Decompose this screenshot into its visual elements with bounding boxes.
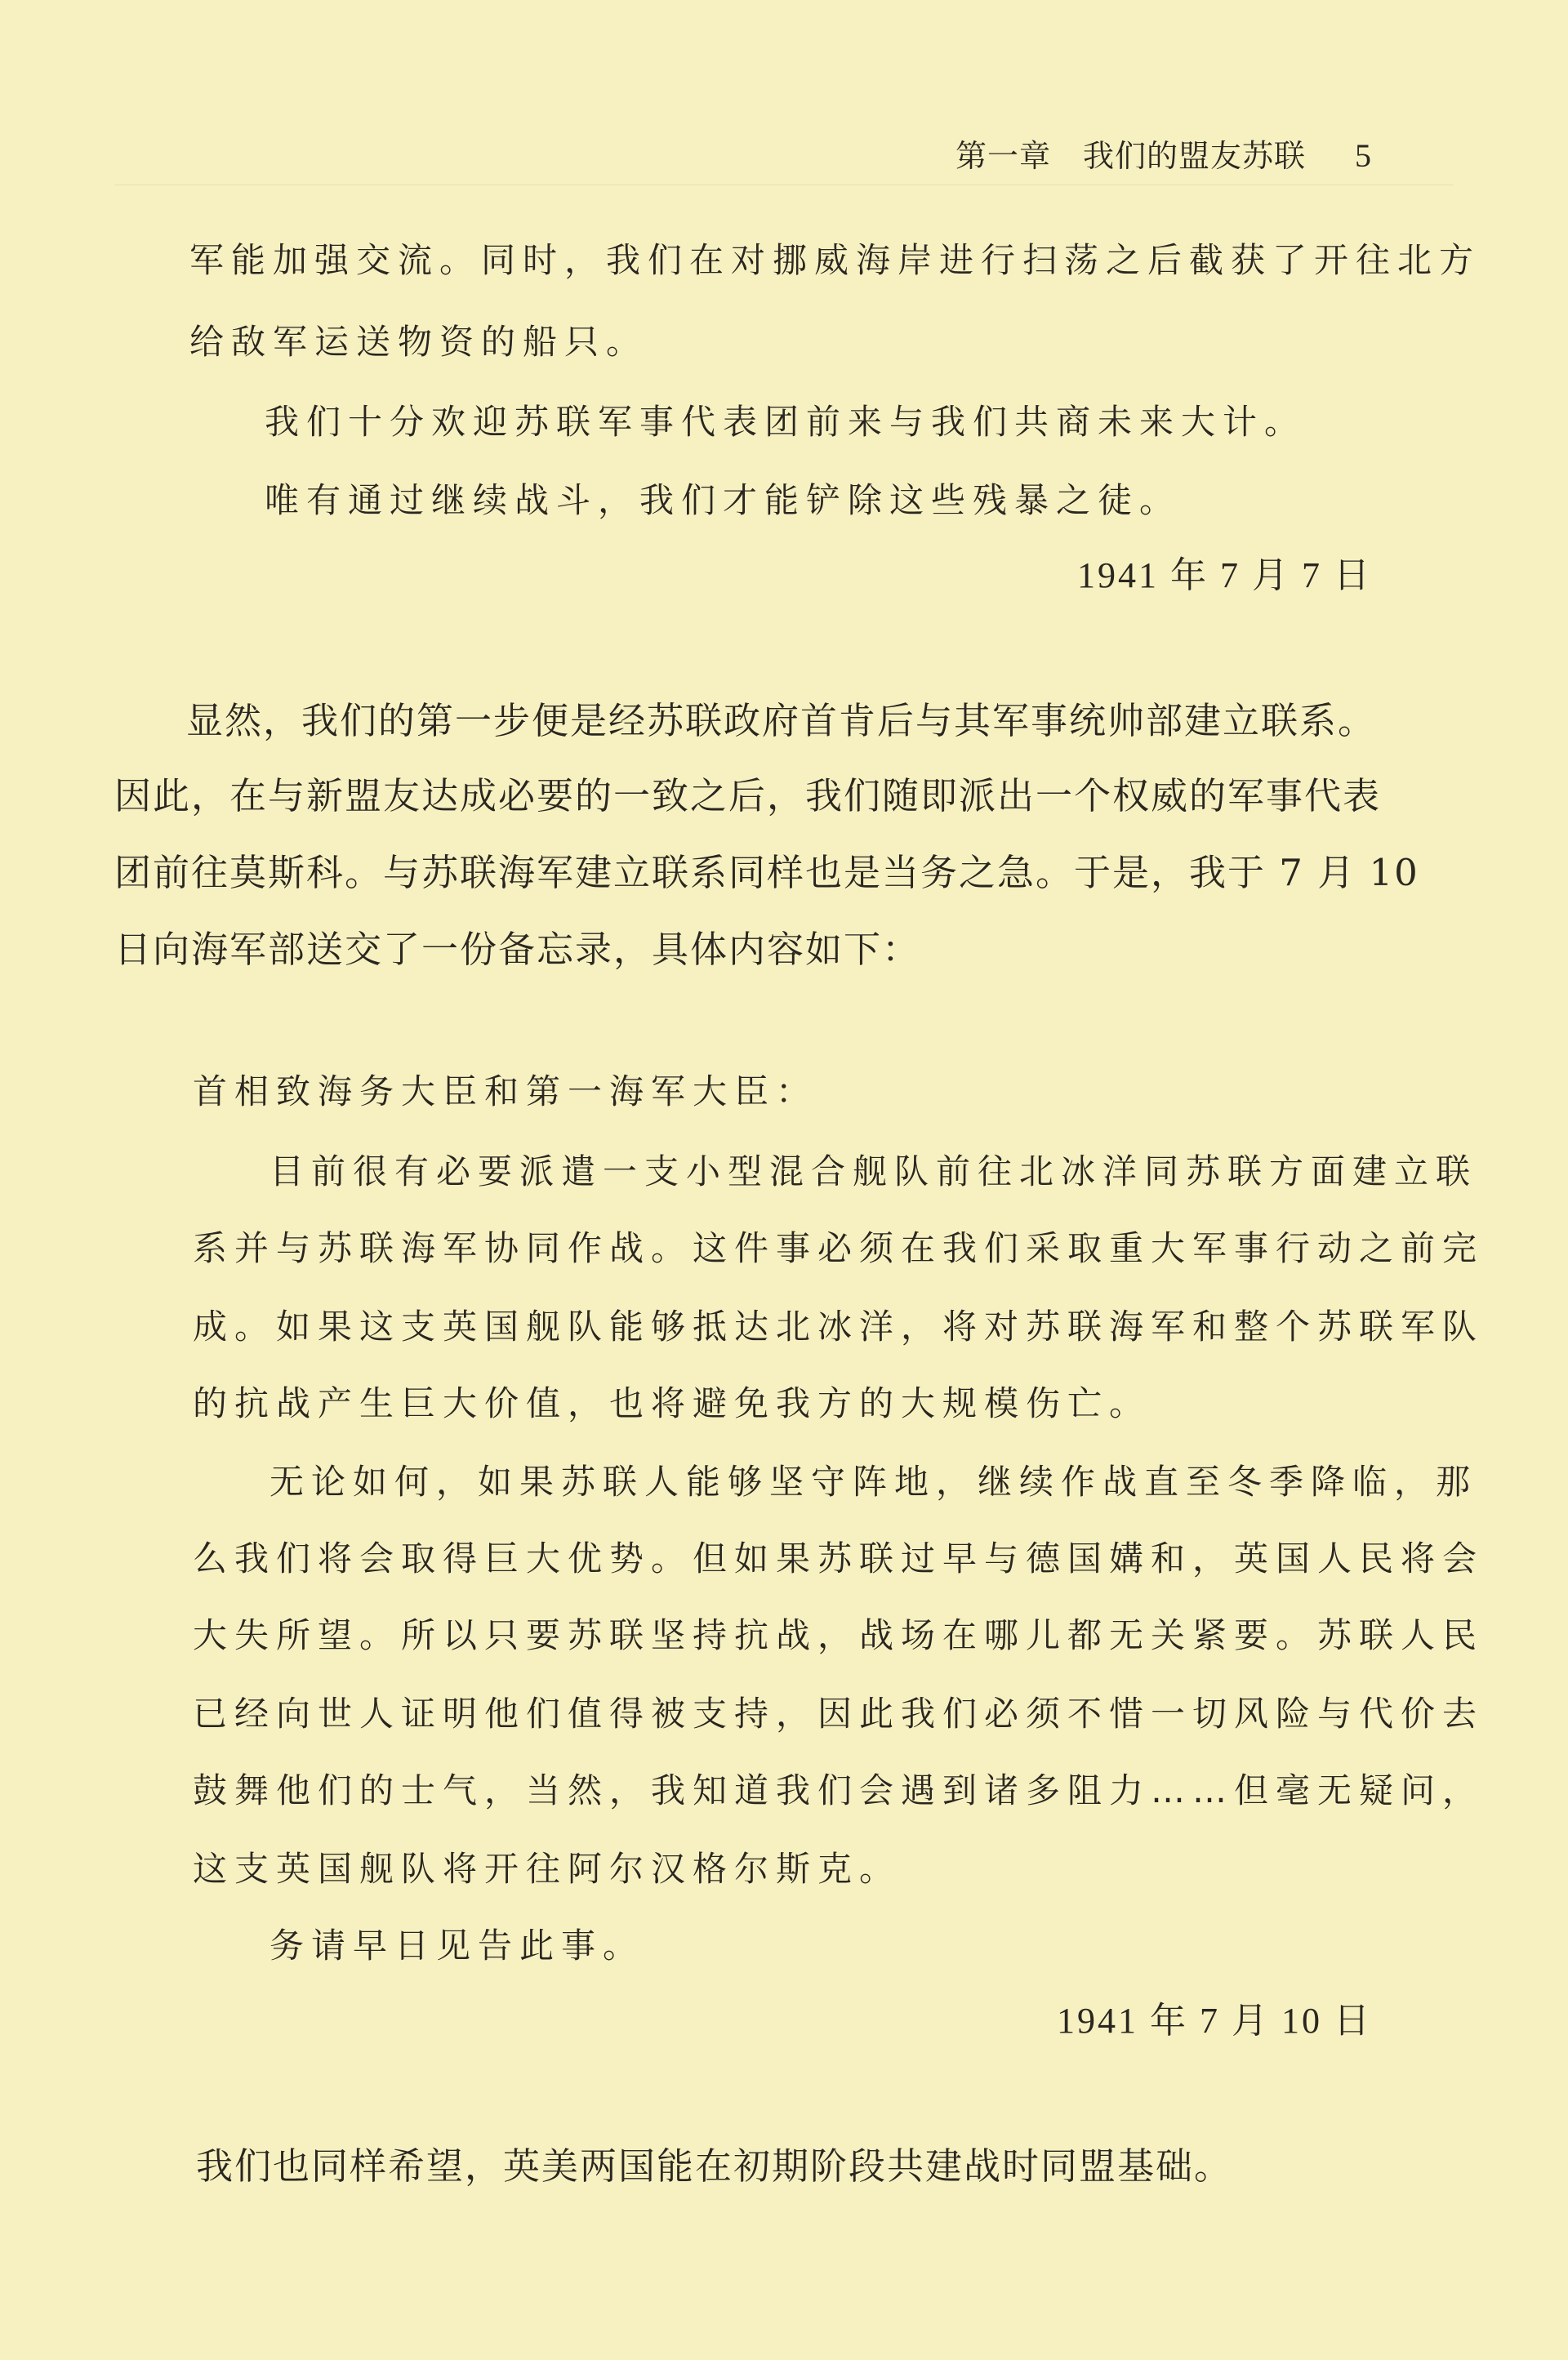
memo-line: 目前很有必要派遣一支小型混合舰队前往北冰洋同苏联方面建立联 <box>270 1151 1478 1191</box>
memo-line: 这支英国舰队将开往阿尔汉格尔斯克。 <box>193 1849 902 1889</box>
memo-line: 已经向世人证明他们值得被支持，因此我们必须不惜一切风险与代价去 <box>193 1694 1485 1734</box>
narrative-line: 日向海军部送交了一份备忘录，具体内容如下： <box>114 928 921 971</box>
letter-line: 我们十分欢迎苏联军事代表团前来与我们共商未来大计。 <box>265 402 1307 442</box>
letter-line: 唯有通过继续战斗，我们才能铲除这些残暴之徒。 <box>265 480 1182 520</box>
memo-line: 的抗战产生巨大价值，也将避免我方的大规模伤亡。 <box>193 1383 1152 1423</box>
memo-line: 大失所望。所以只要苏联坚持抗战，战场在哪儿都无关紧要。苏联人民 <box>193 1615 1485 1655</box>
chapter-title: 第一章 我们的盟友苏联 <box>955 138 1306 174</box>
memo-line: 么我们将会取得巨大优势。但如果苏联过早与德国媾和，英国人民将会 <box>193 1538 1485 1579</box>
running-head <box>956 131 1372 176</box>
narrative-line: 因此，在与新盟友达成必要的一致之后，我们随即派出一个权威的军事代表 <box>114 774 1382 817</box>
letter-line: 军能加强交流。同时，我们在对挪威海岸进行扫荡之后截获了开往北方 <box>189 240 1481 280</box>
memo-line: 无论如何，如果苏联人能够坚守阵地，继续作战直至冬季降临，那 <box>270 1462 1478 1502</box>
memo-date: 1941 年 7 月 10 日 <box>1057 2001 1372 2041</box>
letter-date: 1941 年 7 月 7 日 <box>1077 555 1372 595</box>
page-number: 5 <box>1355 137 1372 174</box>
memo-line: 务请早日见告此事。 <box>270 1926 645 1966</box>
narrative-line: 团前往莫斯科。与苏联海军建立联系同样也是当务之急。于是，我于 7 月 10 <box>114 851 1419 894</box>
memo-line: 成。如果这支英国舰队能够抵达北冰洋，将对苏联海军和整个苏联军队 <box>193 1307 1485 1347</box>
narrative-line: 显然，我们的第一步便是经苏联政府首肯后与其军事统帅部建立联系。 <box>186 699 1377 742</box>
memo-line: 鼓舞他们的士气，当然，我知道我们会遇到诸多阻力……但毫无疑问， <box>193 1770 1485 1810</box>
narrative-line: 我们也同样希望，英美两国能在初期阶段共建战时同盟基础。 <box>196 2144 1233 2188</box>
memo-line: 系并与苏联海军协同作战。这件事必须在我们采取重大军事行动之前完 <box>193 1228 1485 1268</box>
letter-line: 给敌军运送物资的船只。 <box>189 322 648 362</box>
memo-salutation: 首相致海务大臣和第一海军大臣： <box>193 1071 818 1111</box>
